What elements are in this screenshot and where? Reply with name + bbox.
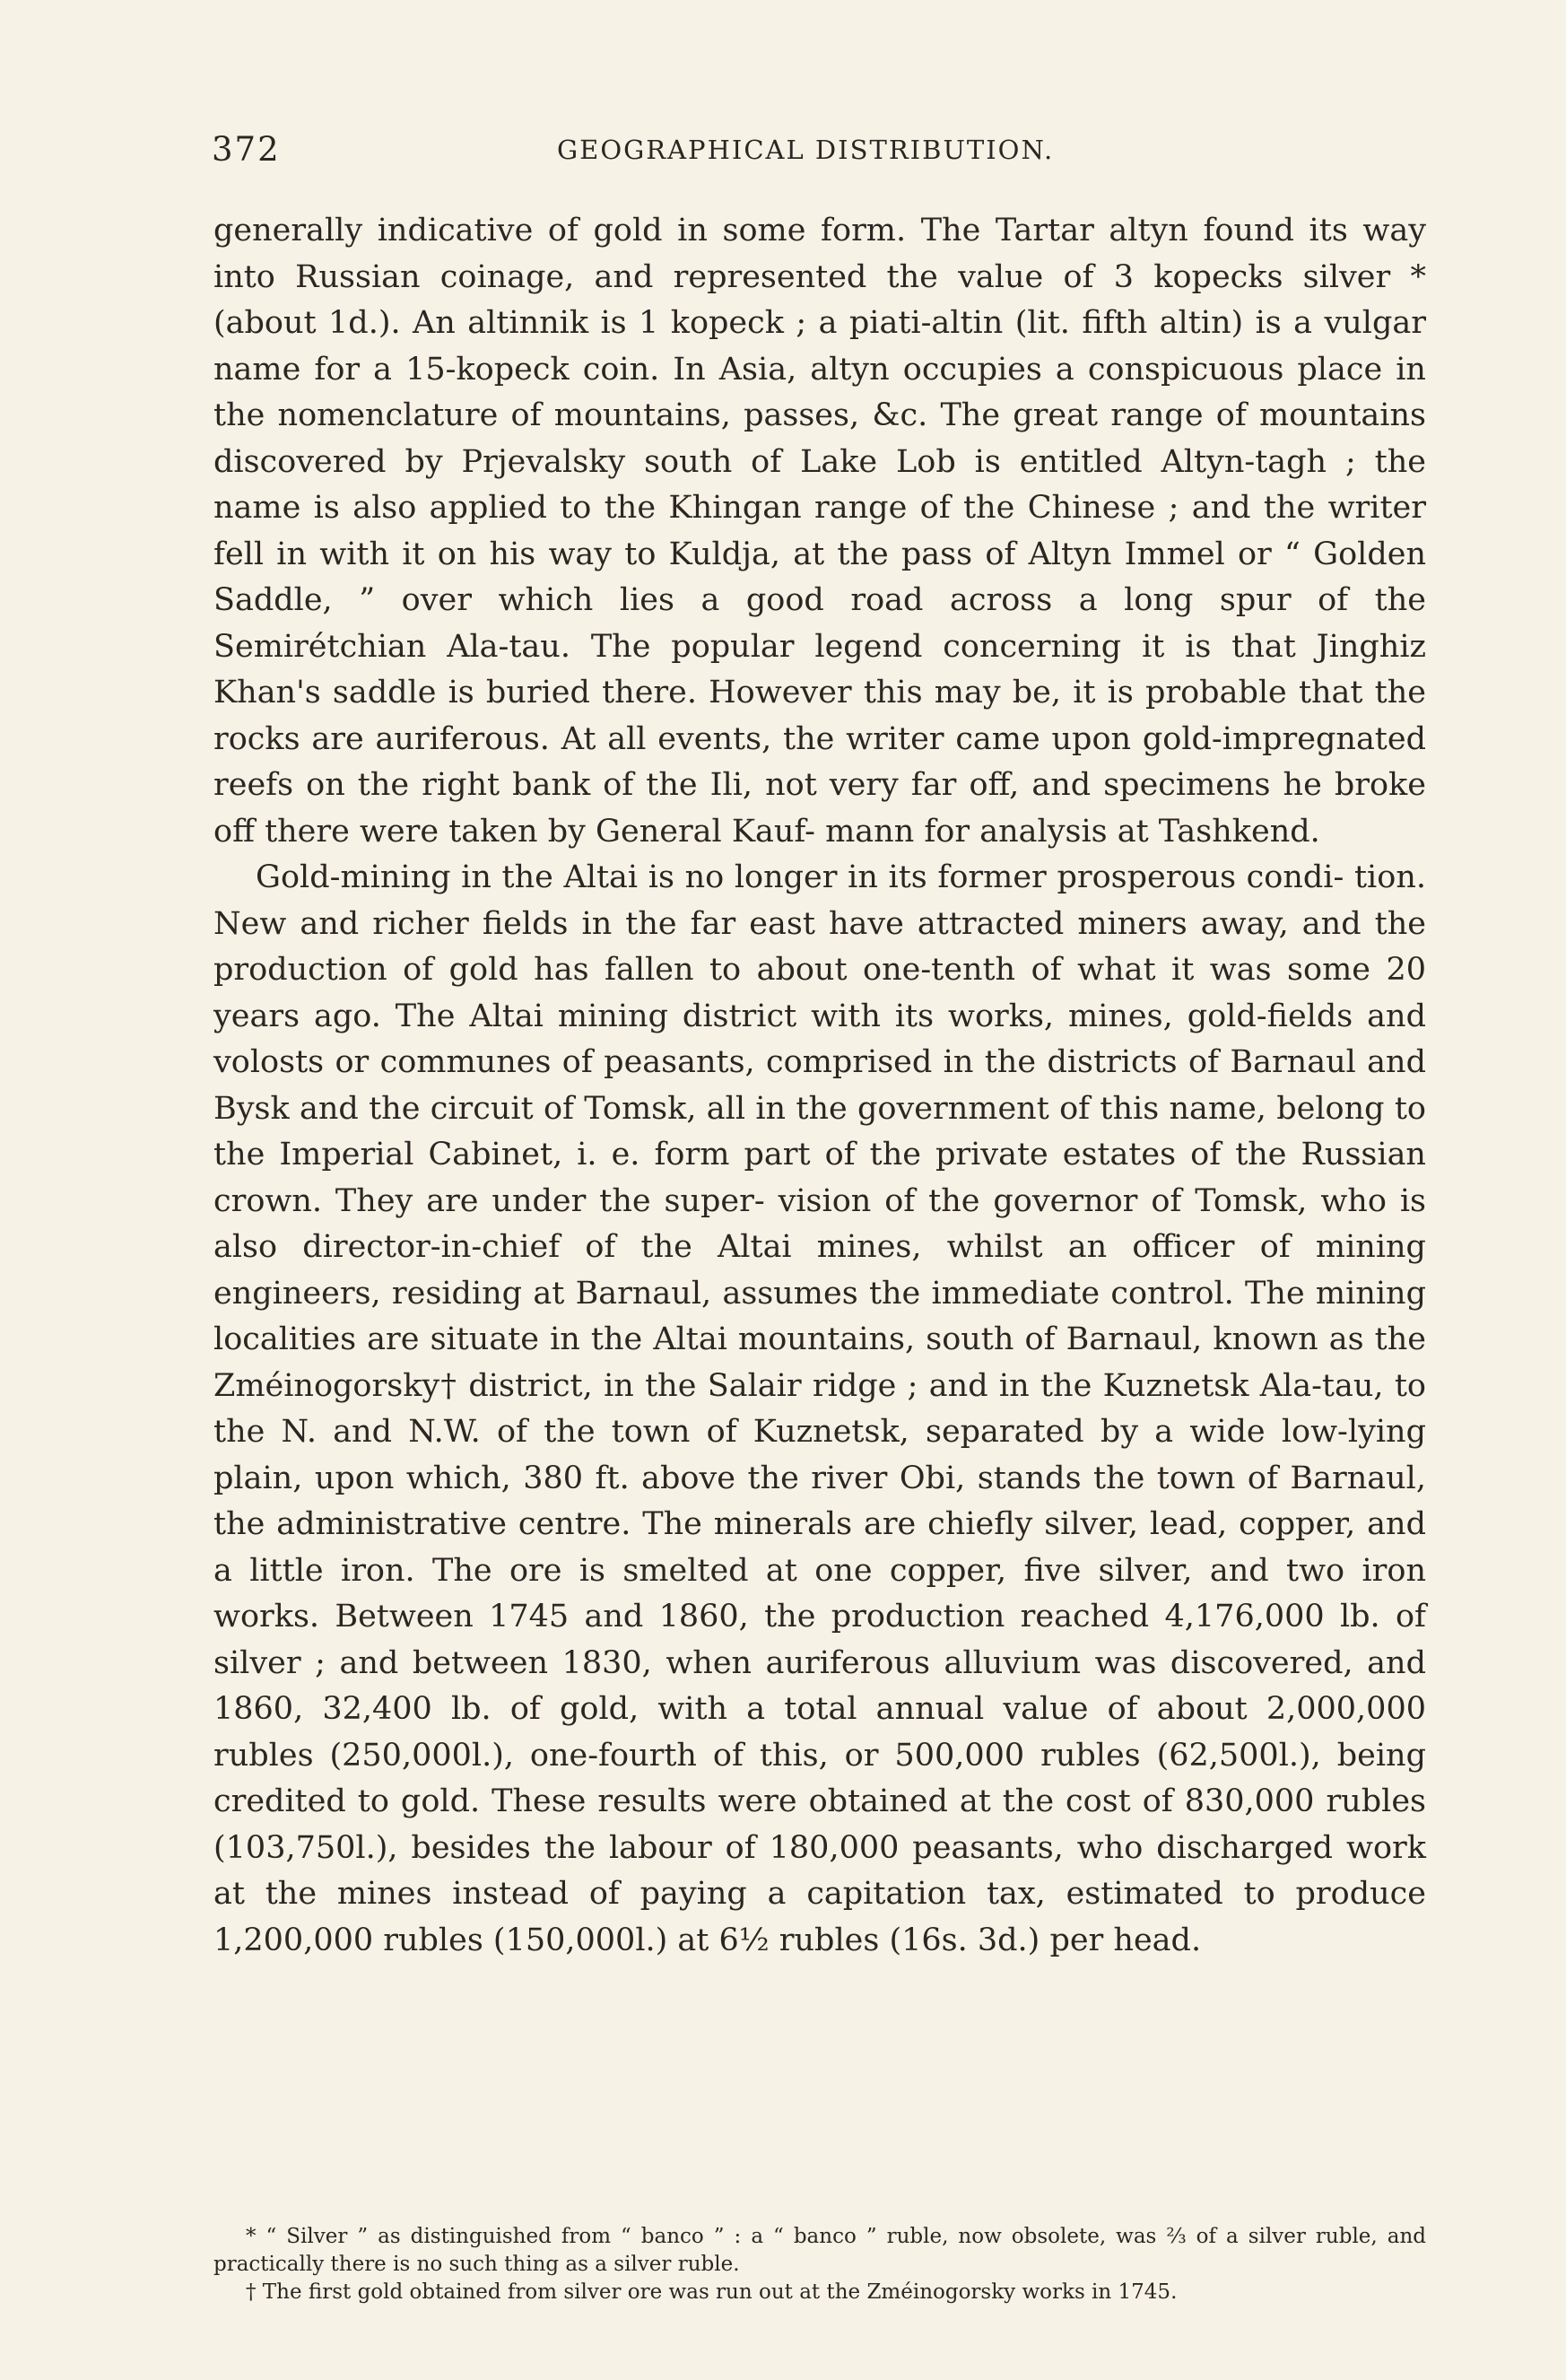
page-header (212, 130, 1440, 175)
footnotes (213, 2223, 1426, 2306)
body-text (213, 208, 1426, 1964)
page-number: 372 (212, 130, 281, 169)
paragraph: Gold-mining in the Altai is no longer in its former prosperous condi- tion. New and richer fields in the far east have attracted miners away, and the production of gold has fallen to about one-tenth of what it was some 20 years ago. The Altai mining district with its works, mines, gold-fields and volosts or communes of peasants, comprised in the districts of Barnaul and Bysk and the circuit of Tomsk, all in the government of this name, belong to the Imperial Cabinet, i. e. form part of the private estates of the Russian crown. They are under the super- vision of the governor of Tomsk, who is also director-in-chief of the Altai mines, whilst an officer of mining engineers, residing at Barnaul, assumes the immediate control. The mining localities are situate in the Altai mountains, south of Barnaul, known as the Zméinogorsky† district, in the Salair ridge ; and in the Kuznetsk Ala-tau, to the N. and N.W. of the town of Kuznetsk, separated by a wide low-lying plain, upon which, 380 ft. above the river Obi, stands the town of Barnaul, the administrative centre. The minerals are chiefly silver, lead, copper, and a little iron. The ore is smelted at one copper, five silver, and two iron works. Between 1745 and 1860, the production reached 4,176,000 lb. of silver ; and between 1830, when auriferous alluvium was discovered, and 1860, 32,400 lb. of gold, with a total annual value of about 2,000,000 rubles (250,000l.), one-fourth of this, or 500,000 rubles (62,500l.), being credited to gold. These results were obtained at the cost of 830,000 rubles (103,750l.), besides the labour of 180,000 peasants, who discharged work at the mines instead of paying a capitation tax, estimated to produce 1,200,000 rubles (150,000l.) at 6½ rubles (16s. 3d.) per head. (213, 859, 1427, 1958)
footnote: † The first gold obtained from silver ore was run out at the Zméinogorsky works in 1745. (246, 2280, 1178, 2304)
paragraph: generally indicative of gold in some form. The Tartar altyn found its way into Russian coinage, and represented the value of 3 kopecks silver * (about 1d.). An altinnik is 1 kopeck ; a piati-altin (lit. fifth altin) is a vulgar name for a 15-kopeck coin. In Asia, altyn occupies a conspicuous place in the nomenclature of mountains, passes, &c. The great range of mountains discovered by Prjevalsky south of Lake Lob is entitled Altyn-tagh ; the name is also applied to the Khingan range of the Chinese ; and the writer fell in with it on his way to Kuldja, at the pass of Altyn Immel or “ Golden Saddle, ” over which lies a good road across a long spur of the Semirétchian Ala-tau. The popular legend concerning it is that Jinghiz Khan's saddle is buried there. However this may be, it is probable that the rocks are auriferous. At all events, the writer came upon gold-impregnated reefs on the right bank of the Ili, not very far off, and specimens he broke off there were taken by General Kauf- mann for analysis at Tashkend. (213, 213, 1426, 850)
footnote: * “ Silver ” as distinguished from “ banco ” : a “ banco ” ruble, now obsolete, was ⅔ of a silver ruble, and practically there is no such thing as a silver ruble. (213, 2225, 1426, 2276)
running-head: GEOGRAPHICAL DISTRIBUTION. (557, 135, 1055, 165)
